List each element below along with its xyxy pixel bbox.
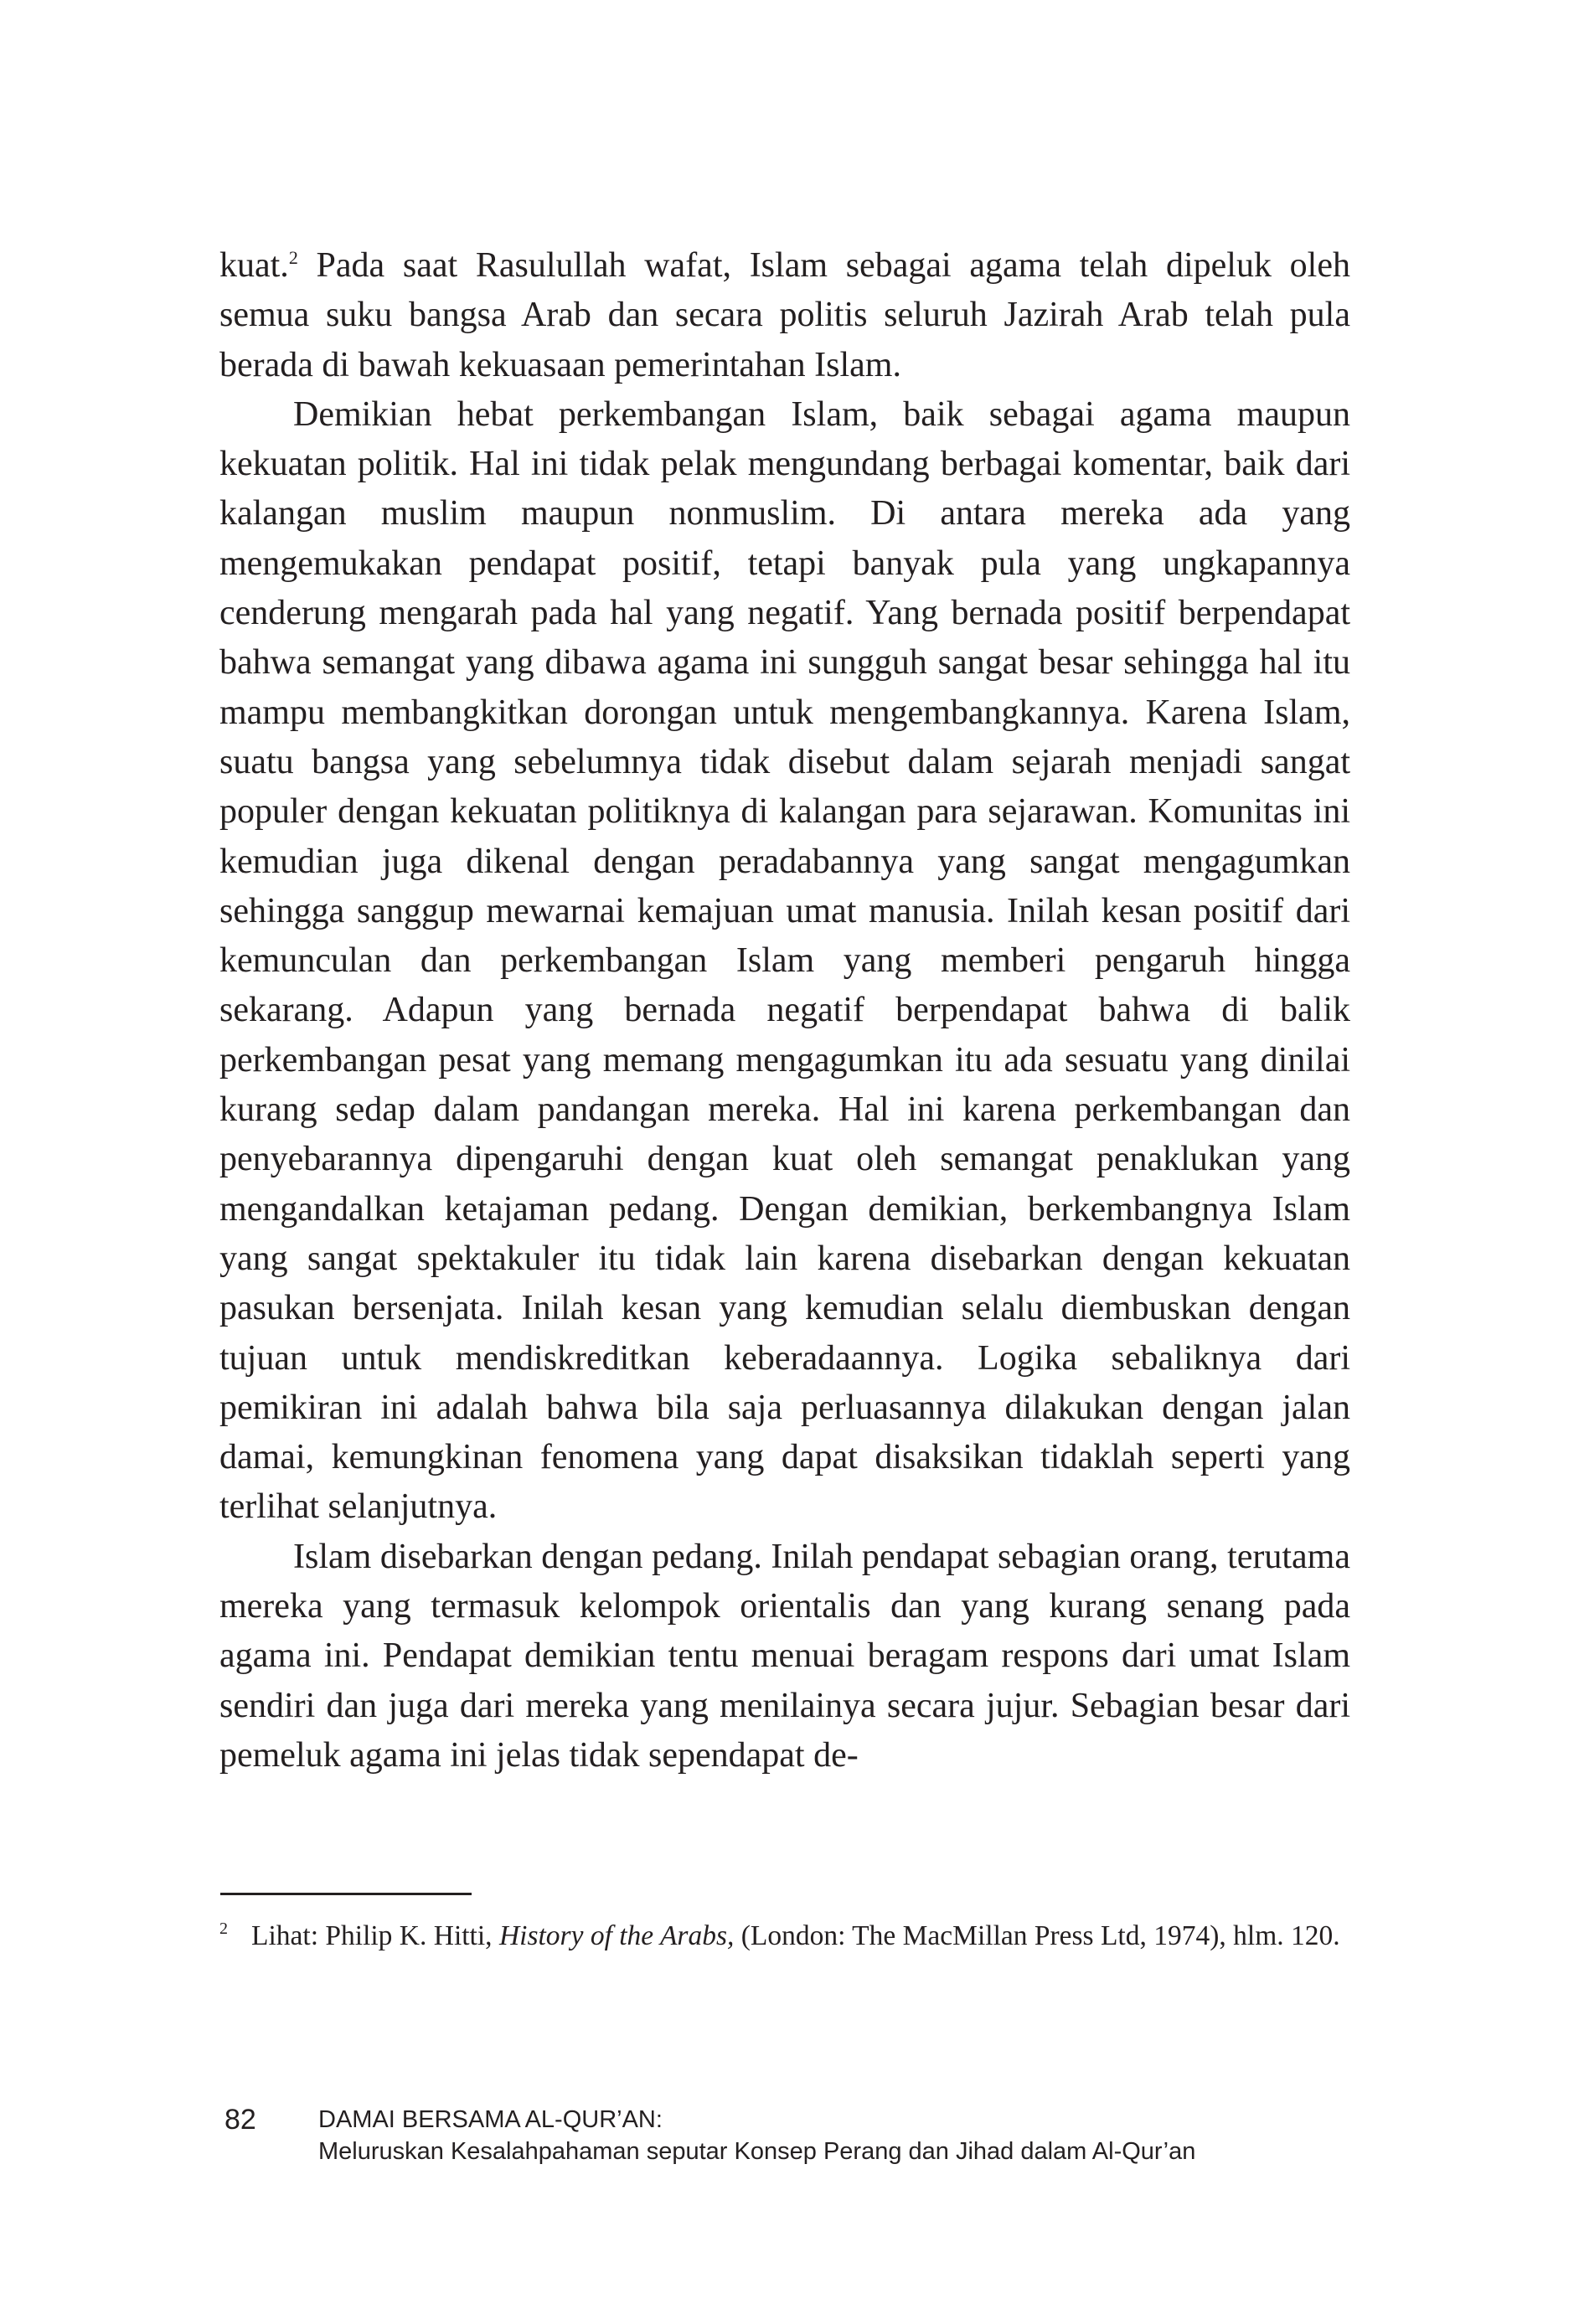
footnote — [219, 1916, 1350, 1956]
running-footer — [318, 2104, 1195, 2167]
footnote-book-title: History of the Arabs, — [498, 1920, 735, 1951]
paragraph-1-start: kuat. — [219, 246, 289, 285]
footnote-divider — [220, 1893, 472, 1895]
footnote-number: 2 — [219, 1919, 228, 1938]
running-footer-subtitle: Meluruskan Kesalahpahaman seputar Konsep Perang dan Jihad dalam Al-Qur’an — [318, 2138, 1196, 2165]
footnote-reference[interactable]: 2 — [288, 247, 298, 268]
footnote-text — [251, 1916, 1350, 1956]
paragraph-2: Demikian hebat perkembangan Islam, baik sebagai agama maupun kekuatan politik. Hal ini tidak pelak mengundang berbagai komentar, baik dari kalangan muslim maupun nonmuslim. Di antara mereka ada yang mengemukakan pendapat positif, tetapi banyak pula yang ungkapannya cenderung mengarah pada hal yang negatif. Yang bernada positif berpendapat bahwa semangat yang dibawa agama ini sungguh sangat besar sehingga hal itu mampu membangkitkan dorongan untuk mengembangkannya. Karena Islam, suatu bangsa yang sebelumnya tidak disebut dalam sejarah menjadi sangat populer dengan kekuatan politiknya di kalangan para sejarawan. Komunitas ini kemudian juga dikenal dengan peradabannya yang sangat mengagumkan sehingga sanggup mewarnai kemajuan umat manusia. Inilah kesan positif dari kemunculan dan perkembangan Islam yang memberi pengaruh hingga sekarang. Adapun yang bernada negatif berpendapat bahwa di balik perkembangan pesat yang memang mengagumkan itu ada sesuatu yang dinilai kurang sedap dalam pandangan mereka. Hal ini karena perkembangan dan penyebarannya dipengaruhi dengan kuat oleh semangat penaklukan yang mengandalkan ketajaman pedang. Dengan demikian, berkembangnya Islam yang sangat spektakuler itu tidak lain karena disebarkan dengan kekuatan pasukan bersenjata. Inilah kesan yang kemudian selalu diembuskan dengan tujuan untuk mendiskreditkan keberadaannya. Logika sebaliknya dari pemikiran ini adalah bahwa bila saja perluasannya dilakukan dengan jalan damai, kemungkinan fenomena yang dapat disaksikan tidaklah seperti yang terlihat selanjutnya. — [219, 394, 1350, 1527]
paragraph-1-rest: Pada saat Rasulullah wafat, Islam sebagai agama telah dipeluk oleh semua suku bangsa Arab dan secara politis seluruh Jazirah Arab telah pula berada di bawah kekuasaan pemerintahan Islam. — [219, 246, 1350, 384]
body-text — [219, 241, 1350, 1780]
footnote-text-after: (London: The MacMillan Press Ltd, 1974), hlm. 120. — [734, 1920, 1340, 1951]
paragraph-3: Islam disebarkan dengan pedang. Inilah pendapat sebagian orang, terutama mereka yang termasuk kelompok orientalis dan yang kurang senang pada agama ini. Pendapat demikian tentu menuai beragam respons dari umat Islam sendiri dan juga dari mereka yang menilainya secara jujur. Sebagian besar dari pemeluk agama ini jelas tidak sependapat de- — [219, 1537, 1350, 1775]
footnote-text-before: Lihat: Philip K. Hitti, — [251, 1920, 499, 1951]
running-footer-title: DAMAI BERSAMA AL-QUR’AN: — [318, 2106, 663, 2133]
page-number: 82 — [224, 2104, 256, 2136]
paragraph-1 — [219, 241, 1350, 390]
